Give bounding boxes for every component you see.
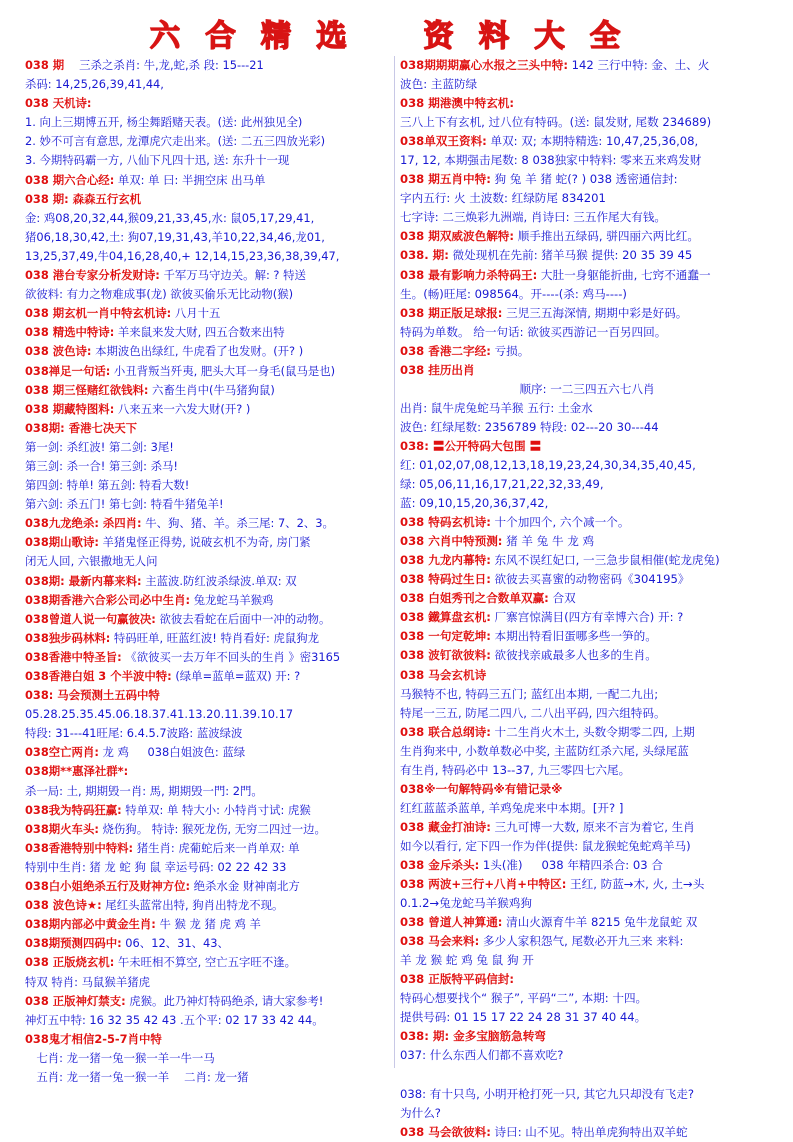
left-text-line xyxy=(25,75,390,94)
right-text-line xyxy=(400,246,774,265)
section-text: 羊来鼠来发大财, 四五合数来出特 xyxy=(114,325,285,340)
left-text-line xyxy=(25,362,390,381)
right-text-line xyxy=(400,399,774,418)
right-text-line xyxy=(400,818,774,837)
section-text: 八月十五 xyxy=(171,306,221,321)
left-text-line xyxy=(25,171,390,190)
section-text: 第六剑: 杀五门! 第七剑: 特看牛猪兔羊! xyxy=(25,497,224,512)
left-text-line xyxy=(25,323,390,342)
section-label: 038 藏金打油诗: xyxy=(400,819,491,834)
section-text: 特双 特肖: 马鼠猴羊猪虎 xyxy=(25,974,150,989)
section-text: 顺手推出五绿码, 骈四丽六两比红。 xyxy=(514,229,699,244)
section-text: 第一剑: 杀红波! 第二剑: 3尾! xyxy=(25,439,174,454)
left-text-line xyxy=(25,438,390,457)
right-text-line xyxy=(400,170,774,189)
right-text-line xyxy=(400,913,774,932)
left-text-line xyxy=(25,151,390,170)
section-label: 038 金斥杀头: xyxy=(400,857,480,872)
left-text-line xyxy=(25,190,390,209)
left-text-line xyxy=(25,743,390,762)
section-text: 千军万马守边关。解: ? 特送 xyxy=(159,268,306,283)
right-text-line xyxy=(400,1104,774,1123)
section-text: 微处现机在先前: 猪羊马猴 提供: 20 35 39 45 xyxy=(448,248,693,263)
right-text-line xyxy=(400,1065,774,1084)
section-label: 038 天机诗: xyxy=(25,96,92,111)
left-text-line xyxy=(25,381,390,400)
section-text: 合双 xyxy=(548,591,576,606)
section-label: 038: 期: 金多宝脑筋急转弯 xyxy=(400,1029,546,1044)
section-label: 038期香港六合彩公司必中生肖: xyxy=(25,592,191,607)
right-text-line xyxy=(400,151,774,170)
section-text: 特码旺单, 旺蓝红波! 特肖看好: 虎鼠狗龙 xyxy=(110,630,320,645)
section-label: 038 期五肖中特: xyxy=(400,172,491,187)
title-char: 大 xyxy=(534,19,565,54)
section-text: 绿: 05,06,11,16,17,21,22,32,33,49, xyxy=(400,477,604,492)
section-text: 七字诗: 二三焕彩九洲端, 肖诗曰: 三五作尾大有钱。 xyxy=(400,210,667,225)
section-label: 038鬼才相信2-5-7肖中特 xyxy=(25,1031,162,1046)
right-text-line xyxy=(400,1123,774,1142)
right-text-line xyxy=(400,1085,774,1104)
section-label: 038 最有影响力杀特码王: xyxy=(400,267,538,282)
left-column xyxy=(25,56,390,1084)
left-text-line xyxy=(25,934,390,953)
section-label: 038 港台专家分析发财诗: xyxy=(25,268,160,283)
section-label: 038 一句定乾坤: xyxy=(400,629,491,644)
section-label: 038 期港澳中特玄机: xyxy=(400,96,515,111)
right-text-line xyxy=(400,951,774,970)
left-text-line xyxy=(25,457,390,476)
left-text-line xyxy=(25,591,390,610)
section-label: 038 马会欲彼料: xyxy=(400,1124,491,1139)
page-title xyxy=(150,14,620,52)
right-text-line xyxy=(400,894,774,913)
section-text: 龙 鸡 038白姐波色: 蓝绿 xyxy=(98,745,246,760)
section-text: 十个加四个, 六个减一个。 xyxy=(490,515,630,530)
section-label: 038白小姐绝杀五行及财神方位: xyxy=(25,879,191,894)
right-text-line xyxy=(400,323,774,342)
section-text: 七肖: 龙一猪一兔一猴一羊一牛一马 xyxy=(25,1050,215,1065)
section-label: 038 期玄机一肖中特玄机诗: xyxy=(25,306,172,321)
section-text: 三児三五海深情, 期期中彩是好码。 xyxy=(502,305,688,320)
title-char: 全 xyxy=(590,19,620,54)
left-text-line xyxy=(25,724,390,743)
section-text: 欲彼去看蛇在后面中一冲的动物。 xyxy=(155,611,331,626)
section-text: 欲彼料: 有力之物难成事(龙) 欲彼买偷乐无比动物(猴) xyxy=(25,287,294,302)
section-text: 绝杀水金 财神南北方 xyxy=(190,879,300,894)
right-text-line xyxy=(400,304,774,323)
section-text: 特段: 31---41旺尾: 6.4.5.7波路: 蓝波绿波 xyxy=(25,726,243,741)
right-text-line xyxy=(400,1008,774,1027)
title-char: 六 xyxy=(150,19,180,54)
right-text-line xyxy=(400,475,774,494)
left-text-line xyxy=(25,705,390,724)
section-text: 有生肖, 特码必中 13--37, 九三零四七六尾。 xyxy=(400,762,631,777)
section-label: 038 马会玄机诗 xyxy=(400,667,487,682)
right-text-line xyxy=(400,646,774,665)
section-text: 038: 有十只鸟, 小明开枪打死一只, 其它九只却没有飞走? xyxy=(400,1086,695,1101)
section-text: 第四剑: 特单! 第五剑: 特看大数! xyxy=(25,478,190,493)
section-label: 038期期期赢心水报之三头中特: xyxy=(400,58,568,72)
section-label: 038 两波+三行+八肖+中特区: xyxy=(400,877,567,892)
left-text-line xyxy=(25,132,390,151)
section-label: 038※一句解特码※有错记录※ xyxy=(400,781,563,796)
title-char: 料 xyxy=(479,19,509,54)
section-label: 038 挂历出肖 xyxy=(400,362,475,377)
right-text-line xyxy=(400,532,774,551)
left-text-line xyxy=(25,304,390,323)
section-label: 038 期: 森森五行玄机 xyxy=(25,191,141,206)
left-text-line xyxy=(25,648,390,667)
section-label: 038香港特别中特料: xyxy=(25,840,134,855)
left-text-line xyxy=(25,896,390,915)
right-text-line xyxy=(400,56,774,75)
section-label: 038 正版神灯禁支: xyxy=(25,993,126,1008)
right-text-line xyxy=(400,189,774,208)
section-text: 顺序: 一二三四五六七八肖 xyxy=(519,381,655,396)
section-text: 尾红头蓝常出特, 狗肖出特龙不现。 xyxy=(101,898,284,913)
section-text: 提供号码: 01 15 17 22 24 28 31 37 40 44。 xyxy=(400,1010,647,1025)
right-text-line xyxy=(400,970,774,989)
left-text-line xyxy=(25,552,390,571)
section-label: 038空亡两肖: xyxy=(25,745,99,760)
section-label: 038 联合总纲诗: xyxy=(400,724,491,739)
right-text-line xyxy=(400,208,774,227)
section-text: 羊猪鬼怪正得势, 说破玄机不为奇, 房门紧 xyxy=(98,535,311,550)
section-text: 猪生肖: 虎葡蛇后来一肖单双: 单 xyxy=(133,840,300,855)
right-text-line xyxy=(400,285,774,304)
section-label: 038禅足一句话: xyxy=(25,363,111,378)
left-text-line xyxy=(25,992,390,1011)
section-label: 038九龙绝杀: 杀四肖: xyxy=(25,516,142,531)
section-text: 午未旺相不算空, 空亡五字旺不逢。 xyxy=(114,955,296,970)
section-text: 大肚一身躯能折曲, 七窍不通蠢一 xyxy=(537,267,711,282)
section-text: 主蓝波.防红波杀绿波.单双: 双 xyxy=(141,573,297,588)
section-text: 八来五来一六发大财(开? ) xyxy=(114,401,251,416)
section-text: 单双: 双; 本期特精选: 10,47,25,36,08, xyxy=(486,134,699,149)
right-text-line xyxy=(400,704,774,723)
left-text-line xyxy=(25,1049,390,1068)
left-text-line xyxy=(25,801,390,820)
section-text: 兔龙蛇马羊猴鸡 xyxy=(190,592,274,607)
section-label: 038 期正版足球报: xyxy=(400,305,503,320)
left-text-line xyxy=(25,1030,390,1049)
right-text-line xyxy=(400,227,774,246)
section-text: 杀一局: 土, 期期毁一肖: 馬, 期期毁一門: 2門。 xyxy=(25,783,263,798)
section-text: 六畜生肖中(牛马猪狗鼠) xyxy=(148,382,275,397)
right-text-line xyxy=(400,75,774,94)
section-text: 《欲彼买一去万年不回头的生肖 》密3165 xyxy=(121,649,341,664)
section-text: 烧伤狗。 特诗: 猴死龙伤, 无穷二四过一边。 xyxy=(98,821,326,836)
section-text: 牛、狗、猪、羊。杀三尾: 7、2、3。 xyxy=(141,516,334,531)
left-text-line xyxy=(25,686,390,705)
section-text: 1头(准) 038 年精四杀合: 03 合 xyxy=(479,857,663,872)
right-text-line xyxy=(400,570,774,589)
right-text-line xyxy=(400,551,774,570)
left-text-line xyxy=(25,247,390,266)
right-text-line xyxy=(400,932,774,951)
section-text: 小丑背叛当歼夷, 肥头大耳一身毛(鼠马是也) xyxy=(110,363,336,378)
left-text-line xyxy=(25,419,390,438)
left-text-line xyxy=(25,762,390,781)
right-text-line xyxy=(400,666,774,685)
left-text-line xyxy=(25,94,390,113)
section-text: 东风不误红妃口, 一三急步鼠相催(蛇龙虎兔) xyxy=(490,553,720,568)
title-char: 精 xyxy=(261,19,291,54)
right-text-line xyxy=(400,723,774,742)
right-text-line xyxy=(400,989,774,1008)
left-text-line xyxy=(25,877,390,896)
right-text-line xyxy=(400,361,774,380)
section-label: 038 鐵算盘玄机: xyxy=(400,610,491,625)
section-text: 05.28.25.35.45.06.18.37.41.13.20.11.39.10.17 xyxy=(25,707,294,722)
section-label: 038 香港二字经: xyxy=(400,343,491,358)
left-text-line xyxy=(25,572,390,591)
section-text: 特码为单数。 给一句话: 欲彼买西游记一百另四回。 xyxy=(400,324,667,339)
section-text: 三九可博一大数, 原来不言为着它, 生肖 xyxy=(490,819,695,834)
section-text: 特尾一三五, 防尾二四八, 二八出平码, 四六组特码。 xyxy=(400,705,666,720)
section-text: 厂寨宫惊满目(四方有幸博六合) 开: ? xyxy=(490,610,684,625)
section-text: 如今以看行, 定下四一作为伴(提供: 鼠龙猴蛇兔蛇鸡羊马) xyxy=(400,838,691,853)
section-text: 2. 妙不可言有意思, 龙潭虎穴走出来。(送: 二五三四放光彩) xyxy=(25,134,326,149)
right-text-line xyxy=(400,1027,774,1046)
section-label: 038我为特码狂赢: xyxy=(25,802,122,817)
right-text-line xyxy=(400,418,774,437)
section-text: 三八上下有玄机, 过八位有特码。(送: 鼠发财, 尾数 234689) xyxy=(400,115,712,130)
section-text: 第三剑: 杀一合! 第三剑: 杀马! xyxy=(25,458,178,473)
section-label: 038期预测四码中: xyxy=(25,936,122,951)
section-label: 038期: 最新内幕来料: xyxy=(25,573,142,588)
section-text: 本期波色出绿红, 牛虎看了也发财。(开? ) xyxy=(91,344,304,359)
right-text-line xyxy=(400,113,774,132)
right-text-line xyxy=(400,589,774,608)
right-text-line xyxy=(400,513,774,532)
section-text: 红红蓝蓝杀蓝单, 羊鸡兔虎来中本期。[开? ] xyxy=(400,800,624,815)
section-text: 诗曰: 山不见。特出单虎狗特出双羊蛇 xyxy=(490,1124,688,1139)
left-text-line xyxy=(25,820,390,839)
column-divider xyxy=(394,56,395,1068)
section-label: 038独步码林料: xyxy=(25,630,111,645)
right-text-line xyxy=(400,627,774,646)
section-label: 038 正版烧玄机: xyxy=(25,955,115,970)
section-text: 蓝: 09,10,15,20,36,37,42, xyxy=(400,496,549,511)
left-text-line xyxy=(25,1068,390,1087)
left-text-line xyxy=(25,1011,390,1030)
section-text: 1. 向上三期博五开, 杨尘舞蹈赌天表。(送: 此州独见全) xyxy=(25,115,303,130)
section-text: 生肖狗来中, 小数单数必中奖, 主蓝防红杀六尾, 头绿尾蓝 xyxy=(400,743,689,758)
right-text-line xyxy=(400,380,774,399)
section-label: 038单双王资料: xyxy=(400,134,487,149)
section-text: 生。(畅)旺尾: 098564。开----(杀: 鸡马----) xyxy=(400,286,627,301)
section-label: 038 期三怪赌红欲钱料: xyxy=(25,382,149,397)
section-label: 038期山歌诗: xyxy=(25,535,99,550)
left-text-line xyxy=(25,266,390,285)
section-text: 特码心想要找个“ 猴子”, 平码“二”, 本期: 十四。 xyxy=(400,991,648,1006)
section-text: 欲彼找亲戚最多人也多的生肖。 xyxy=(490,648,657,663)
left-text-line xyxy=(25,514,390,533)
section-label: 038 波色诗★: xyxy=(25,898,102,913)
section-text: 波色: 主蓝防绿 xyxy=(400,77,478,92)
section-text: 马猴特不也, 特码三五门; 蓝红出本期, 一配二九出; xyxy=(400,686,659,701)
section-text: 三杀之杀肖: 牛,龙,蛇,杀 段: 15---21 xyxy=(64,58,264,72)
section-label: 038 九龙内幕特: xyxy=(400,553,491,568)
left-text-line xyxy=(25,629,390,648)
left-text-line xyxy=(25,113,390,132)
section-text: 037: 什么东西人们都不喜欢吃? xyxy=(400,1048,564,1063)
left-text-line xyxy=(25,610,390,629)
right-text-line xyxy=(400,799,774,818)
left-text-line xyxy=(25,228,390,247)
left-text-line xyxy=(25,667,390,686)
section-text: 神灯五中特: 16 32 35 42 43 .五个平: 02 17 33 42 44。 xyxy=(25,1012,324,1027)
section-label: 038期火车头: xyxy=(25,821,99,836)
section-text: 十二生肖火木土, 头数令期零二四, 上期 xyxy=(490,724,695,739)
section-text: 猪 羊 兔 牛 龙 鸡 xyxy=(502,534,595,549)
right-text-line xyxy=(400,266,774,285)
left-text-line xyxy=(25,56,390,75)
left-text-line xyxy=(25,973,390,992)
section-text: 特别中生肖: 猪 龙 蛇 狗 鼠 幸运号码: 02 22 42 33 xyxy=(25,859,287,874)
right-text-line xyxy=(400,875,774,894)
section-text: 为什么? xyxy=(400,1105,441,1120)
section-label: 038 马会来料: xyxy=(400,934,480,949)
section-text: 本期出特看旧蛋哪多些一笋的。 xyxy=(490,629,657,644)
left-text-line xyxy=(25,342,390,361)
section-text: 红: 01,02,07,08,12,13,18,19,23,24,30,34,35,40,45, xyxy=(400,457,696,472)
section-text: 闭无人回, 六银撒地无人问 xyxy=(25,554,158,569)
section-label: 038 六肖中特预测: xyxy=(400,534,503,549)
section-label: 038期内部必中黄金生肖: xyxy=(25,917,156,932)
section-text: 波色: 红绿尾数: 2356789 特段: 02---20 30---44 xyxy=(400,419,659,434)
right-text-line xyxy=(400,856,774,875)
section-text: 虎猴。此乃神灯特码绝杀, 请大家参考! xyxy=(125,993,324,1008)
right-text-line xyxy=(400,1046,774,1065)
section-label: 038 波色诗: xyxy=(25,344,92,359)
section-text: 0.1.2→兔龙蛇马羊猴鸡狗 xyxy=(400,896,532,911)
title-char: 合 xyxy=(205,19,236,54)
right-text-line xyxy=(400,437,774,456)
right-text-line xyxy=(400,494,774,513)
section-text: 亏损。 xyxy=(490,343,530,358)
section-text: 牛 猴 龙 猪 虎 鸡 羊 xyxy=(155,917,261,932)
right-text-line xyxy=(400,761,774,780)
section-text: 多少人家积怨气, 尾数必开九三来 来料: xyxy=(479,934,684,949)
left-text-line xyxy=(25,858,390,877)
right-column xyxy=(400,56,774,1139)
section-label: 038 期 xyxy=(25,58,65,72)
left-text-line xyxy=(25,400,390,419)
section-label: 038期**惠泽社群*: xyxy=(25,764,129,779)
right-text-line xyxy=(400,132,774,151)
left-text-line xyxy=(25,476,390,495)
section-text: 王红, 防蓝→木, 火, 土→头 xyxy=(566,877,705,892)
section-label: 038 特码过生日: xyxy=(400,572,491,587)
section-text: 清山火源育牛羊 8215 兔牛龙鼠蛇 双 xyxy=(502,915,698,930)
section-text: 特单双: 单 特大小: 小特肖寸试: 虎猴 xyxy=(121,802,311,817)
left-text-line xyxy=(25,782,390,801)
section-text: 13,25,37,49,牛04,16,28,40,+ 12,14,15,23,36,38,39,47, xyxy=(25,248,340,263)
section-label: 038 精选中特诗: xyxy=(25,325,115,340)
right-text-line xyxy=(400,837,774,856)
section-label: 038 期双威波色解特: xyxy=(400,229,515,244)
right-text-line xyxy=(400,685,774,704)
section-label: 038 特码玄机诗: xyxy=(400,515,491,530)
left-text-line xyxy=(25,285,390,304)
left-text-line xyxy=(25,953,390,972)
left-text-line xyxy=(25,209,390,228)
section-text: 杀码: 14,25,26,39,41,44, xyxy=(25,77,164,92)
section-label: 038 期六合心经: xyxy=(25,172,115,187)
section-text: 狗 兔 羊 猪 蛇(? ) 038 透密通信封: xyxy=(490,172,678,187)
right-text-line xyxy=(400,94,774,113)
section-text: 羊 龙 猴 蛇 鸡 兔 鼠 狗 开 xyxy=(400,953,534,968)
right-text-line xyxy=(400,742,774,761)
section-text: 字内五行: 火 土波数: 红绿防尾 834201 xyxy=(400,191,606,206)
title-char: 选 xyxy=(316,19,347,54)
section-label: 038 曾道人神算通: xyxy=(400,915,503,930)
section-text: 五肖: 龙一猪一兔一猴一羊 二肖: 龙一猪 xyxy=(25,1069,249,1084)
section-label: 038曾道人说一句赢彼决: xyxy=(25,611,156,626)
left-text-line xyxy=(25,915,390,934)
section-label: 038香港白姐 3 个半波中特: xyxy=(25,669,172,683)
section-text: 金: 鸡08,20,32,44,猴09,21,33,45,水: 鼠05,17,29,41, xyxy=(25,210,315,225)
section-text: 猪06,18,30,42,土: 狗07,19,31,43,羊10,22,34,46,龙01, xyxy=(25,229,325,244)
section-text: 142 三行中特: 金、土、火 xyxy=(567,58,710,72)
section-text: 06、12、31、43、 xyxy=(121,936,229,951)
section-text: 出肖: 鼠牛虎兔蛇马羊猴 五行: 土金水 xyxy=(400,400,593,415)
section-label: 038 波钉欲彼料: xyxy=(400,648,491,663)
title-char: 资 xyxy=(423,19,454,54)
section-text: 17, 12, 本期强击尾数: 8 038独家中特料: 零来五来鸡发财 xyxy=(400,153,702,168)
right-text-line xyxy=(400,780,774,799)
right-text-line xyxy=(400,608,774,627)
section-label: 038: 〓公开特码大包围 〓 xyxy=(400,438,542,453)
right-text-line xyxy=(400,342,774,361)
section-label: 038 白姐秀刊之合数单双赢: xyxy=(400,591,549,606)
section-text: 3. 今期特码霸一方, 八仙下凡四十迅, 送: 东升十一现 xyxy=(25,153,290,168)
section-label: 038 正版特平码信封: xyxy=(400,972,515,987)
left-text-line xyxy=(25,495,390,514)
section-label: 038: 马会预测土五码中特 xyxy=(25,688,160,703)
right-text-line xyxy=(400,456,774,475)
section-label: 038 期藏特图料: xyxy=(25,401,115,416)
section-text: 单双: 单 曰: 半拥空床 出马单 xyxy=(114,172,266,187)
section-text: 欲彼去买喜蜜的动物密码《304195》 xyxy=(490,572,690,587)
section-label: 038香港中特圣旨: xyxy=(25,649,122,664)
section-label: 038. 期: xyxy=(400,248,449,263)
section-label: 038期: 香港七决天下 xyxy=(25,420,138,435)
section-text: (绿单=蓝单=蓝双) 开: ? xyxy=(171,669,301,683)
left-text-line xyxy=(25,533,390,552)
left-text-line xyxy=(25,839,390,858)
